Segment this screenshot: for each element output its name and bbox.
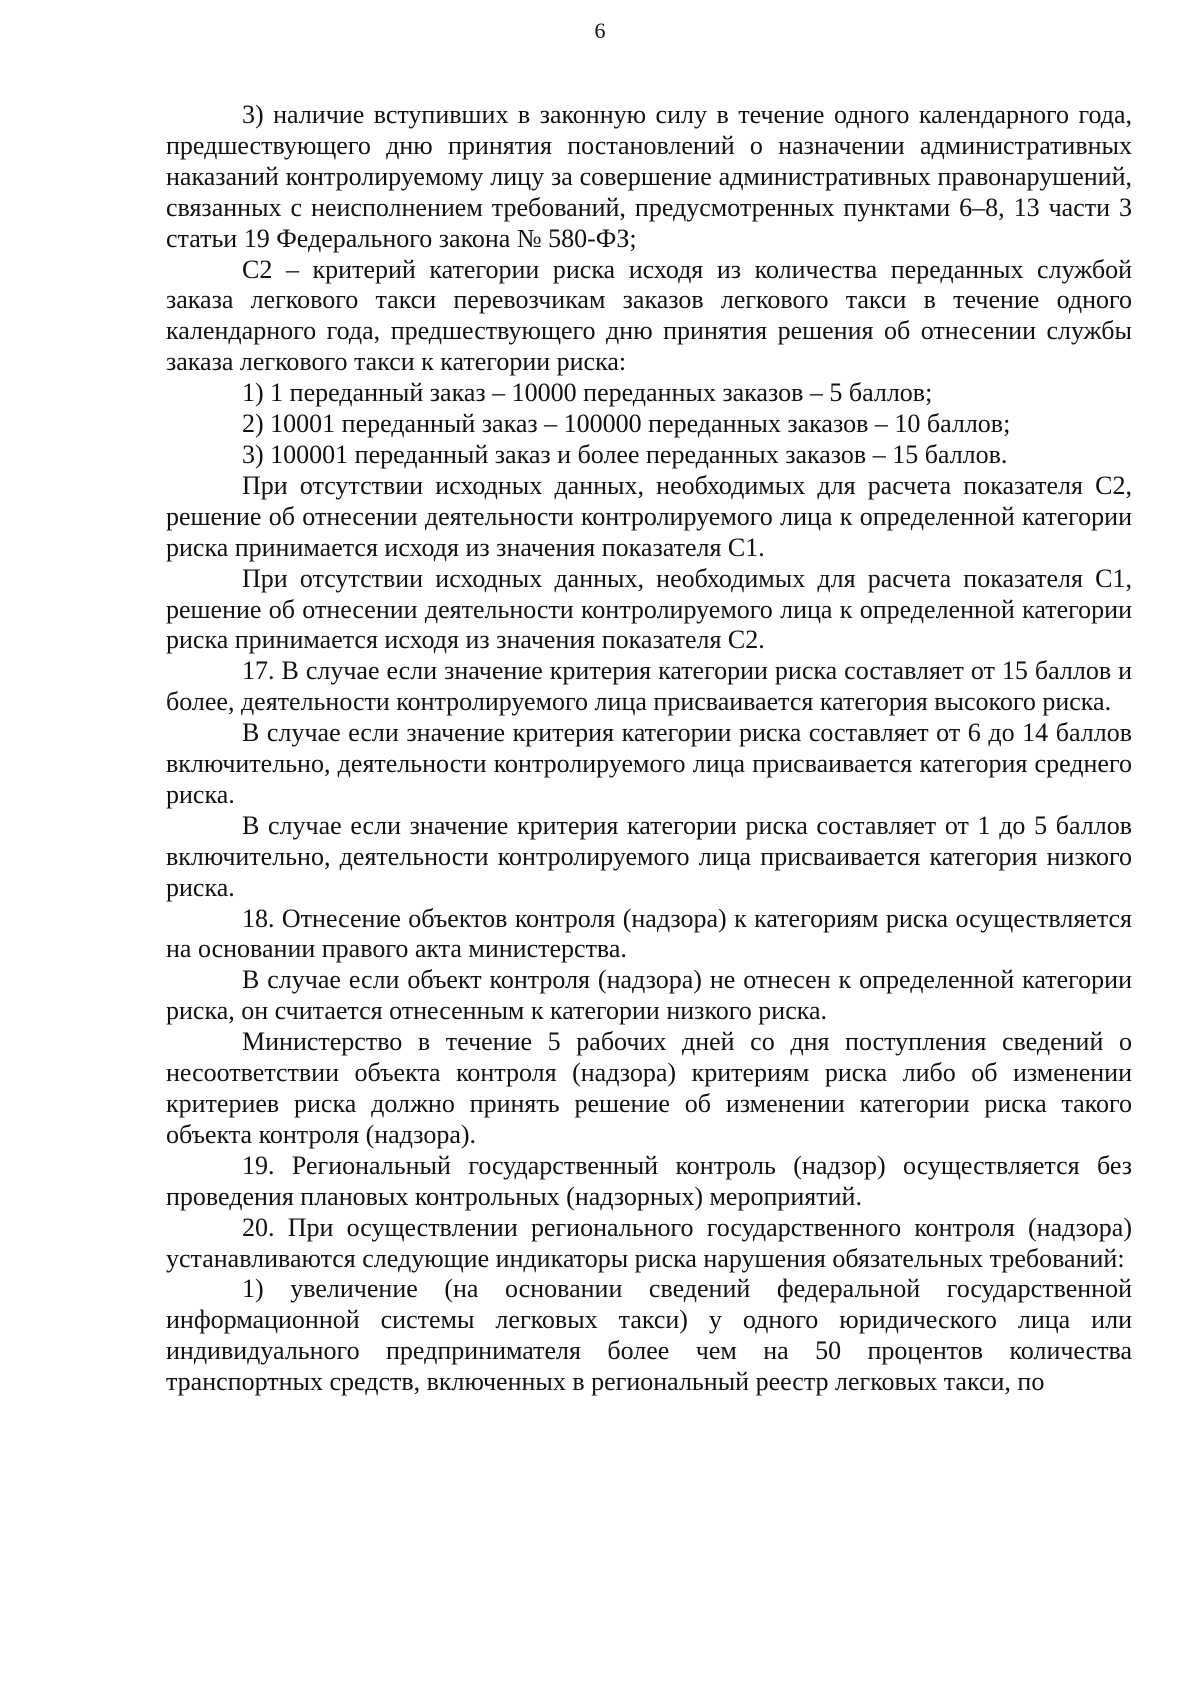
paragraph-ministry-change: Министерство в течение 5 рабочих дней со дня поступления сведений о несоответствии объекта контроля (надзора) критериям риска либо об изменении критериев риска должно принять решение об изменении категории риска такого объекта контроля (надзора).	[166, 1027, 1132, 1149]
paragraph-19-no-planned: 19. Региональный государственный контроль (надзор) осуществляется без проведения плановых контрольных (надзорных) мероприятий.	[166, 1150, 1132, 1211]
paragraph-c2-item-1: 1) 1 переданный заказ – 10000 переданных заказов – 5 баллов;	[242, 378, 933, 408]
paragraph-missing-data-c1: При отсутствии исходных данных, необходимых для расчета показателя С1, решение об отнесении деятельности контролируемого лица к определенной категории риска принимается исходя из значения показателя С2.	[166, 563, 1132, 655]
paragraph-missing-data-c2: При отсутствии исходных данных, необходимых для расчета показателя С2, решение об отнесении деятельности контролируемого лица к определенной категории риска принимается исходя из значения показателя С1.	[166, 470, 1132, 562]
document-body	[166, 100, 1132, 1398]
page-number: 6	[594, 18, 606, 43]
paragraph-low-risk: В случае если значение критерия категории риска составляет от 1 до 5 баллов включительно, деятельности контролируемого лица присваивается категория низкого риска.	[166, 810, 1132, 902]
paragraph-20-indicators: 20. При осуществлении регионального государственного контроля (надзора) устанавливаются следующие индикаторы риска нарушения обязательных требований:	[166, 1212, 1132, 1273]
paragraph-indicator-1: 1) увеличение (на основании сведений федеральной государственной информационной системы легковых такси) у одного юридического лица или индивидуального предпринимателя более чем на 50 процентов количества транспортных средств, включенных в региональный реестр легковых такси, по	[166, 1274, 1132, 1397]
paragraph-18-assignment: 18. Отнесение объектов контроля (надзора) к категориям риска осуществляется на основании правого акта министерства.	[166, 903, 1132, 964]
paragraph-medium-risk: В случае если значение критерия категории риска составляет от 6 до 14 баллов включительно, деятельности контролируемого лица присваивается категория среднего риска.	[166, 718, 1132, 809]
paragraph-c2-item-2: 2) 10001 переданный заказ – 100000 переданных заказов – 10 баллов;	[242, 409, 1011, 439]
paragraph-item-3-offenses: 3) наличие вступивших в законную силу в течение одного календарного года, предшествующего дню принятия постановлений о назначении административных наказаний контролируемому лицу за совершение административных правонарушений, связанных с неисполнением требований, предусмотренных пунктами 6–8, 13 части 3 статьи 19 Федерального закона № 580-ФЗ;	[166, 100, 1132, 253]
paragraph-default-low-risk: В случае если объект контроля (надзора) не отнесен к определенной категории риска, он считается отнесенным к категории низкого риска.	[166, 965, 1132, 1026]
paragraph-17-high-risk: 17. В случае если значение критерия категории риска составляет от 15 баллов и более, деятельности контролируемого лица присваивается категория высокого риска.	[166, 656, 1132, 717]
paragraph-criterion-c2: С2 – критерий категории риска исходя из количества переданных службой заказа легкового такси перевозчикам заказов легкового такси в течение одного календарного года, предшествующего дню принятия решения об отнесении службы заказа легкового такси к категории риска:	[166, 254, 1132, 377]
paragraph-c2-item-3: 3) 100001 переданный заказ и более переданных заказов – 15 баллов.	[242, 439, 1008, 469]
